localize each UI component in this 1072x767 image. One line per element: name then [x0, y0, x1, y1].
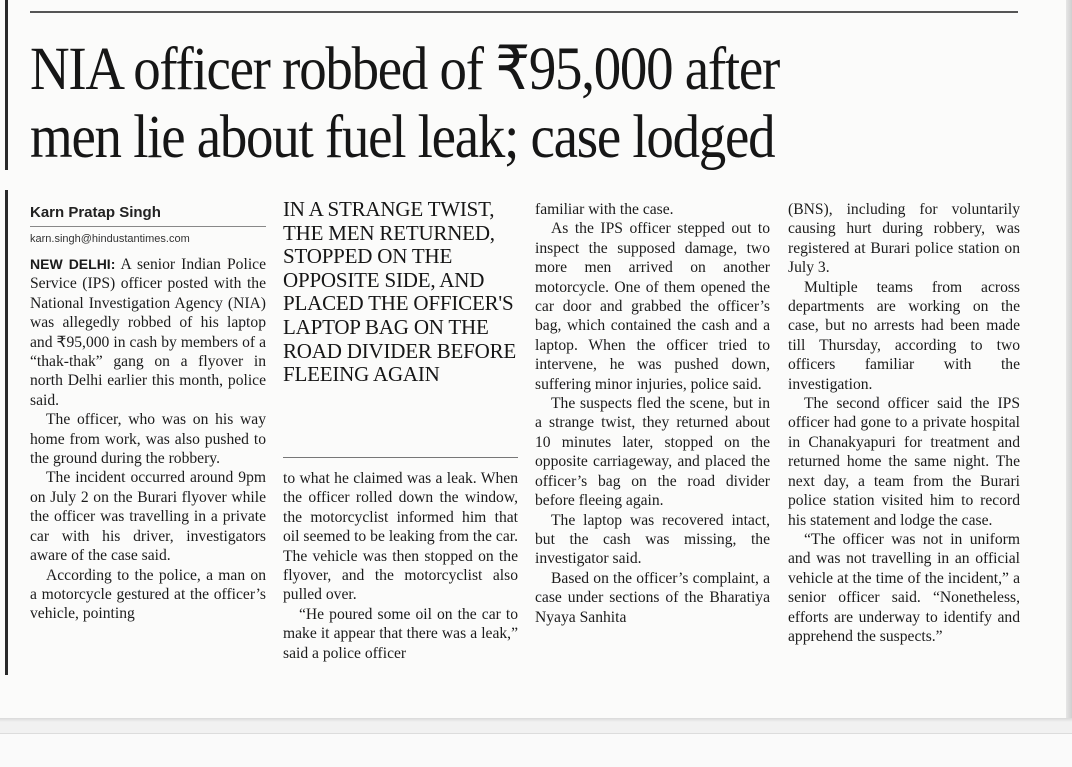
- lead-paragraph: [30, 255, 266, 410]
- headline-line-1: NIA officer robbed of ₹95,000 after: [30, 36, 780, 103]
- article-column-1: [30, 255, 266, 624]
- next-page-edge: [0, 733, 1072, 767]
- paragraph: to what he claimed was a leak. When the officer rolled down the window, the motorcyclist informed him that oil seemed to be leaking from the car. The vehicle was then stopped on the flyover, and the motorcyclist also pulled over.: [283, 470, 518, 604]
- page-edge: [1066, 0, 1072, 722]
- top-rule: [30, 11, 1018, 13]
- paragraph: “He poured some oil on the car to make it appear that there was a leak,” said a police officer: [283, 605, 518, 662]
- article-column-3: [535, 200, 770, 627]
- byline-rule: [30, 226, 266, 227]
- paragraph: The suspects fled the scene, but in a strange twist, they returned about 10 minutes later, stopped on the opposite carriageway, and placed the officer’s bag on the road divider before fleeing again.: [535, 395, 770, 510]
- article-column-2: [283, 469, 518, 663]
- byline-email: karn.singh@hindustantimes.com: [30, 233, 190, 245]
- paragraph: Based on the officer’s complaint, a case under sections of the Bharatiya Nyaya Sanhita: [535, 569, 770, 626]
- byline-author: Karn Pratap Singh: [30, 204, 161, 221]
- paragraph: According to the police, a man on a motorcycle gestured at the officer’s vehicle, pointing: [30, 566, 266, 623]
- paragraph: “The officer was not in uniform and was not travelling in an official vehicle at the time of the incident,” a senior officer said. “Nonetheless, efforts are underway to identify and apprehend the suspects.”: [788, 530, 1020, 645]
- pull-quote-rule: [283, 457, 518, 458]
- article-column-4: [788, 200, 1020, 646]
- left-margin-rule: [5, 0, 8, 170]
- paragraph: The second officer said the IPS officer had gone to a private hospital in Chanakyapuri for treatment and returned home the same night. The next day, a team from the Burari police station visited him to record his statement and lodge the case.: [788, 395, 1020, 529]
- dateline: NEW DELHI:: [30, 256, 116, 272]
- headline: [30, 36, 930, 172]
- paragraph: Multiple teams from across departments are working on the case, but no arrests had been made till Thursday, according to two officers familiar with the investigation.: [788, 278, 1020, 393]
- paragraph: The officer, who was on his way home from work, was also pushed to the ground during the robbery.: [30, 411, 266, 468]
- page-shadow: [0, 718, 1072, 722]
- left-margin-rule-lower: [5, 190, 8, 675]
- paragraph: The incident occurred around 9pm on July 2 on the Burari flyover while the officer was travelling in a private car with his driver, investigators aware of the case said.: [30, 469, 266, 565]
- pull-quote: IN A STRANGE TWIST, THE MEN RETURNED, STOPPED ON THE OPPOSITE SIDE, AND PLACED THE OFFICER'S LAPTOP BAG ON THE ROAD DIVIDER BEFORE FLEEING AGAIN: [283, 197, 517, 387]
- paragraph: As the IPS officer stepped out to inspect the supposed damage, two more men arrived on another motorcycle. One of them opened the car door and grabbed the officer’s bag, which contained the cash and a laptop. When the officer tried to intervene, he was pushed down, suffering minor injuries, police said.: [535, 220, 770, 393]
- paragraph: The laptop was recovered intact, but the cash was missing, the investigator said.: [535, 511, 770, 568]
- lead-text: A senior Indian Police Service (IPS) officer posted with the National Investigation Agency (NIA) was allegedly robbed of his laptop and ₹95,000 in cash by members of a “thak-thak” gang on a flyover in north Delhi earlier this month, police said.: [30, 256, 266, 409]
- headline-line-2: men lie about fuel leak; case lodged: [30, 104, 775, 171]
- paragraph: familiar with the case.: [535, 201, 674, 218]
- paragraph: (BNS), including for voluntarily causing hurt during robbery, was registered at Burari police station on July 3.: [788, 201, 1020, 277]
